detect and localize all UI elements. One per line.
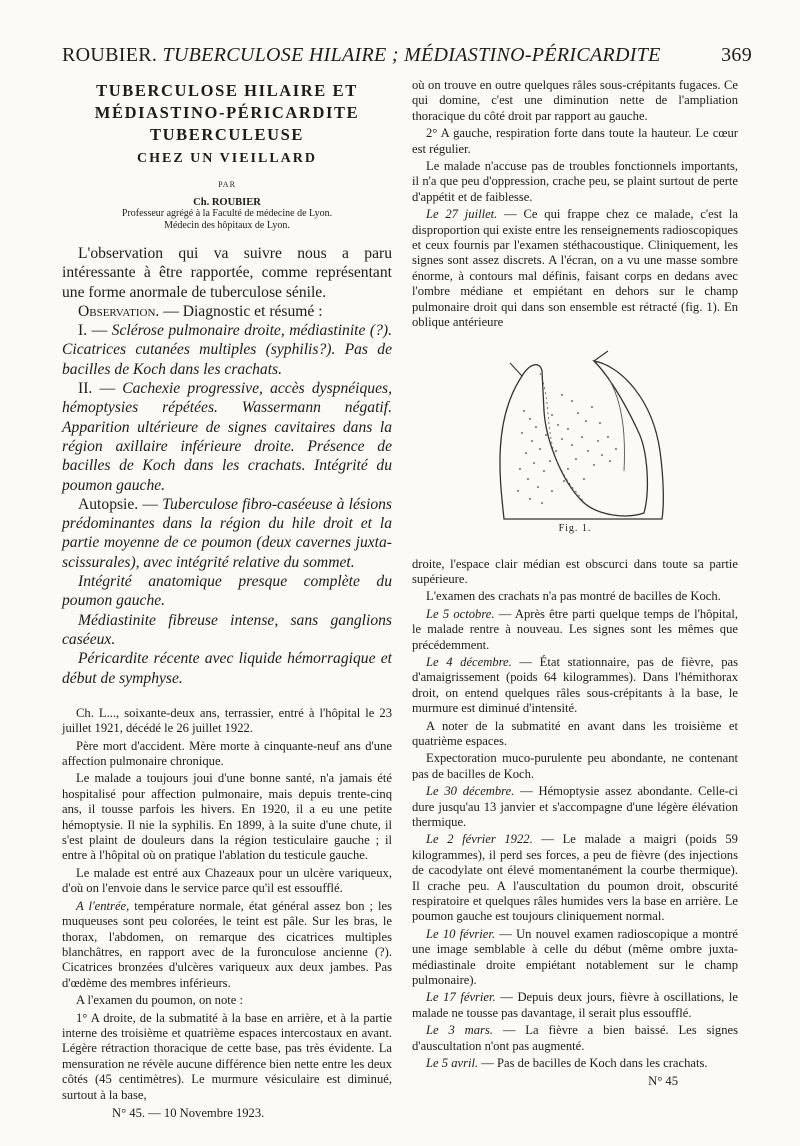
left-body-text — [62, 706, 392, 1103]
header-author: ROUBIER. — [62, 44, 158, 66]
entry-date: Le 30 décembre. — [426, 784, 515, 799]
body-paragraph: Le malade n'accuse pas de troubles fonctionnels importants, il n'a que peu d'oppression, crache peu, se plaint surtout de perte d'appétit et de faiblesse. — [412, 159, 738, 204]
author-affiliation-1: Professeur agrégé à la Faculté de médecine de Lyon. — [121, 208, 333, 219]
author-affiliation-2: Médecin des hôpitaux de Lyon. — [164, 220, 290, 231]
entry-date: Le 10 février. — [426, 926, 495, 941]
entry-text: — État stationnaire, pas de fièvre, pas d'amaigrissement (poids 64 kilogrammes). Dans l'hémithorax droit, on entend quelques râles sous-crépitants à la base, le murmure est diminué d'intensité. — [412, 654, 738, 716]
entry-date: Le 27 juillet. — [426, 207, 498, 222]
entree-text: température normale, état général assez bon ; les muqueuses sont peu colorées, le teint est pâle. Sur les bras, le thorax, l'abdomen, on remarque des cicatrices multiples blanchâtres, en rapport avec de la furonculose ancienne (?). Cicatrices bronzées d'ulcères variqueux aux deux jambes. Pas d'œdème des membres inférieurs. — [62, 898, 393, 990]
left-column — [62, 80, 392, 1121]
autopsie-label: Autopsie. — — [78, 495, 163, 513]
article-title-line-1: TUBERCULOSE HILAIRE ET — [96, 81, 358, 100]
item-1-number: I. — — [78, 322, 112, 340]
body-paragraph-entree — [62, 899, 392, 991]
entry-text: — Depuis deux jours, fièvre à oscillations, le malade ne tousse pas davantage, il serait plus essoufflé. — [412, 990, 738, 1020]
byline-par: PAR — [218, 180, 236, 189]
radiograph-sketch — [412, 341, 738, 551]
body-paragraph: L'examen des crachats n'a pas montré de bacilles de Koch. — [426, 589, 721, 604]
article-author: Ch. ROUBIER — [193, 197, 261, 208]
running-header — [62, 44, 752, 68]
body-paragraph: où on trouve en outre quelques râles sous-crépitants fugaces. Ce qui domine, c'est une diminution nette de l'ampliation thoracique du côté droit par rapport au gauche. — [412, 78, 738, 123]
entry-17-fevrier — [412, 990, 738, 1021]
item-1-text: Sclérose pulmonaire droite, médiastinite (?). Cicatrices cutanées multiples (syphilis?). Pas de bacilles de Koch dans les crachats. — [62, 322, 392, 378]
entry-30-decembre — [412, 784, 738, 830]
article-subtitle: CHEZ UN VIEILLARD — [137, 151, 317, 166]
entry-text: — La fièvre a bien baissé. Les signes d'auscultation n'ont pas augmenté. — [412, 1023, 738, 1053]
body-paragraph: Père mort d'accident. Mère morte à cinquante-neuf ans d'une affection pulmonaire chronique. — [62, 738, 392, 769]
observation-label: Observation. — [78, 302, 160, 320]
summary-intro: L'observation qui va suivre nous a paru intéressante à être rapportée, comme représentant une forme anormale de tuberculose sénile. — [62, 245, 392, 301]
body-paragraph: Le malade est entré aux Chazeaux pour un ulcère variqueux, d'où on l'envoie dans le service parce qu'il est essoufflé. — [62, 865, 392, 896]
entry-3-mars — [412, 1023, 738, 1054]
entry-5-avril — [412, 1056, 738, 1071]
body-paragraph: droite, l'espace clair médian est obscurci dans toute sa partie supérieure. — [412, 556, 738, 586]
summary-item-1 — [62, 321, 392, 379]
entry-text: — Hémoptysie assez abondante. Celle-ci dure jusqu'au 13 janvier et s'accompagne d'une légère élévation thermique. — [412, 784, 738, 829]
footer-right: N° 45 — [648, 1073, 678, 1088]
right-body-bottom — [412, 557, 738, 1072]
body-paragraph: Le malade a toujours joui d'une bonne santé, n'a jamais été hospitalisé pour affection pulmonaire, mais depuis trente-cinq ans, il tousse parfois les hivers. En 1920, il a eu une petite hémoptysie. Il nie la syphilis. En 1899, à la suite d'une chute, il s'est plaint de douleurs dans la région testiculaire gauche ; il entre à l'hôpital où on pratique l'ablation du testicule gauche. — [62, 771, 392, 863]
autopsie-text: Tuberculose fibro-caséeuse à lésions prédominantes dans la région du hile droit et la partie moyenne de ce poumon (deux cavernes juxta-scissurales), avec intégrité relative du sommet. — [62, 495, 392, 571]
entree-label: A l'entrée, — [76, 898, 130, 913]
summary-pericardite: Péricardite récente avec liquide hémorragique et début de symphyse. — [62, 650, 392, 687]
body-paragraph: Ch. L..., soixante-deux ans, terrassier, entré à l'hôpital le 23 juillet 1921, décédé le 26 juillet 1922. — [62, 705, 392, 736]
entry-text: — Pas de bacilles de Koch dans les crachats. — [478, 1056, 708, 1071]
entry-date: Le 4 décembre. — [426, 654, 512, 669]
summary-item-2 — [62, 379, 392, 495]
entry-date: Le 3 mars. — [426, 1023, 493, 1038]
entry-date: Le 2 février 1922. — [426, 832, 533, 847]
body-paragraph: 2° A gauche, respiration forte dans toute la hauteur. Le cœur est régulier. — [412, 126, 738, 156]
right-column — [412, 78, 738, 1089]
item-2-number: II. — — [78, 380, 123, 398]
article-title-line-3: TUBERCULEUSE — [150, 125, 304, 144]
body-paragraph: 1° A droite, de la submatité à la base en arrière, et à la partie interne des troisième et quatrième espaces intercostaux en avant. Légère rétraction thoracique de cette base, pas très évidente. La mensuration ne révèle aucune différence bien nette entre les deux côtés (45 centimètres). Le murmure vésiculaire est diminué, surtout à la base, — [62, 1010, 392, 1102]
entry-5-octobre — [412, 607, 738, 653]
entry-4-decembre — [412, 655, 738, 717]
entry-2-fevrier — [412, 832, 738, 924]
entry-10-fevrier — [412, 927, 738, 989]
stipple-shadow — [517, 394, 617, 504]
body-paragraph: A l'examen du poumon, on note : — [76, 993, 244, 1008]
entry-date: Le 5 avril. — [426, 1056, 479, 1071]
item-2-text: Cachexie progressive, accès dyspnéiques, hémoptysies répétées. Wassermann négatif. Apparition ultérieure de signes cavitaires dans la région axillaire inférieure droite. Présence de bacilles de Koch dans les crachats. Intégrité du poumon gauche. — [62, 380, 392, 494]
right-body-top — [412, 78, 738, 331]
entry-27-juillet — [412, 207, 738, 330]
entry-text: — Un nouvel examen radioscopique a montré une image semblable à celle du début (même ombre juxta-médiastinale droite empiétant notablement sur le champ pulmonaire). — [412, 926, 738, 988]
entry-text: — Après être parti quelque temps de l'hôpital, le malade rentre à nouveau. Les signes sont les mêmes que précédemment. — [412, 606, 739, 652]
body-paragraph: A noter de la submatité en avant dans les troisième et quatrième espaces. — [412, 718, 738, 748]
figure-caption: Fig. 1. — [558, 522, 592, 534]
body-paragraph: Expectoration muco-purulente peu abondante, ne contenant pas de bacilles de Koch. — [412, 751, 738, 781]
summary-autopsie — [62, 495, 392, 572]
entry-text: — Le malade a maigri (poids 59 kilogrammes), il perd ses forces, a peu de fièvre (des injections de cacodylate ont élevé momentanément la courbe thermique). Il crache peu. A l'auscultation du poumon droit, obscurité respiratoire et quelques râles humides vers la base en arrière. Le poumon gauche est toujours cliniquement normal. — [412, 832, 738, 924]
footer-left: N° 45. — 10 Novembre 1923. — [112, 1105, 265, 1120]
summary-integrite: Intégrité anatomique presque complète du poumon gauche. — [62, 573, 392, 610]
entry-date: Le 5 octobre. — [426, 606, 495, 621]
entry-text: — Ce qui frappe chez ce malade, c'est la disproportion qui existe entre les renseignements radioscopiques et ceux fournis par l'examen stéthacoustique. Cliniquement, les signes sont assez discrets. A l'écran, on a vu une masse sombre énorme, à contours mal définis, faisant corps en dedans avec l'ombre médiane et empiétant en dehors sur le champ pulmonaire droit qui dans son ensemble est rétracté (fig. 1). En oblique antérieure — [412, 207, 738, 330]
entry-date: Le 17 février. — [426, 990, 496, 1005]
summary-mediastinite: Médiastinite fibreuse intense, sans ganglions caséeux. — [62, 611, 392, 648]
observation-text: — Diagnostic et résumé : — [159, 302, 323, 320]
summary-block — [62, 244, 392, 688]
header-running-title: TUBERCULOSE HILAIRE ; MÉDIASTINO-PÉRICARDITE — [162, 44, 661, 66]
observation-heading — [62, 302, 392, 321]
figure-1 — [412, 341, 738, 551]
page-number: 369 — [721, 44, 752, 66]
article-title-line-2: MÉDIASTINO-PÉRICARDITE — [94, 103, 360, 122]
